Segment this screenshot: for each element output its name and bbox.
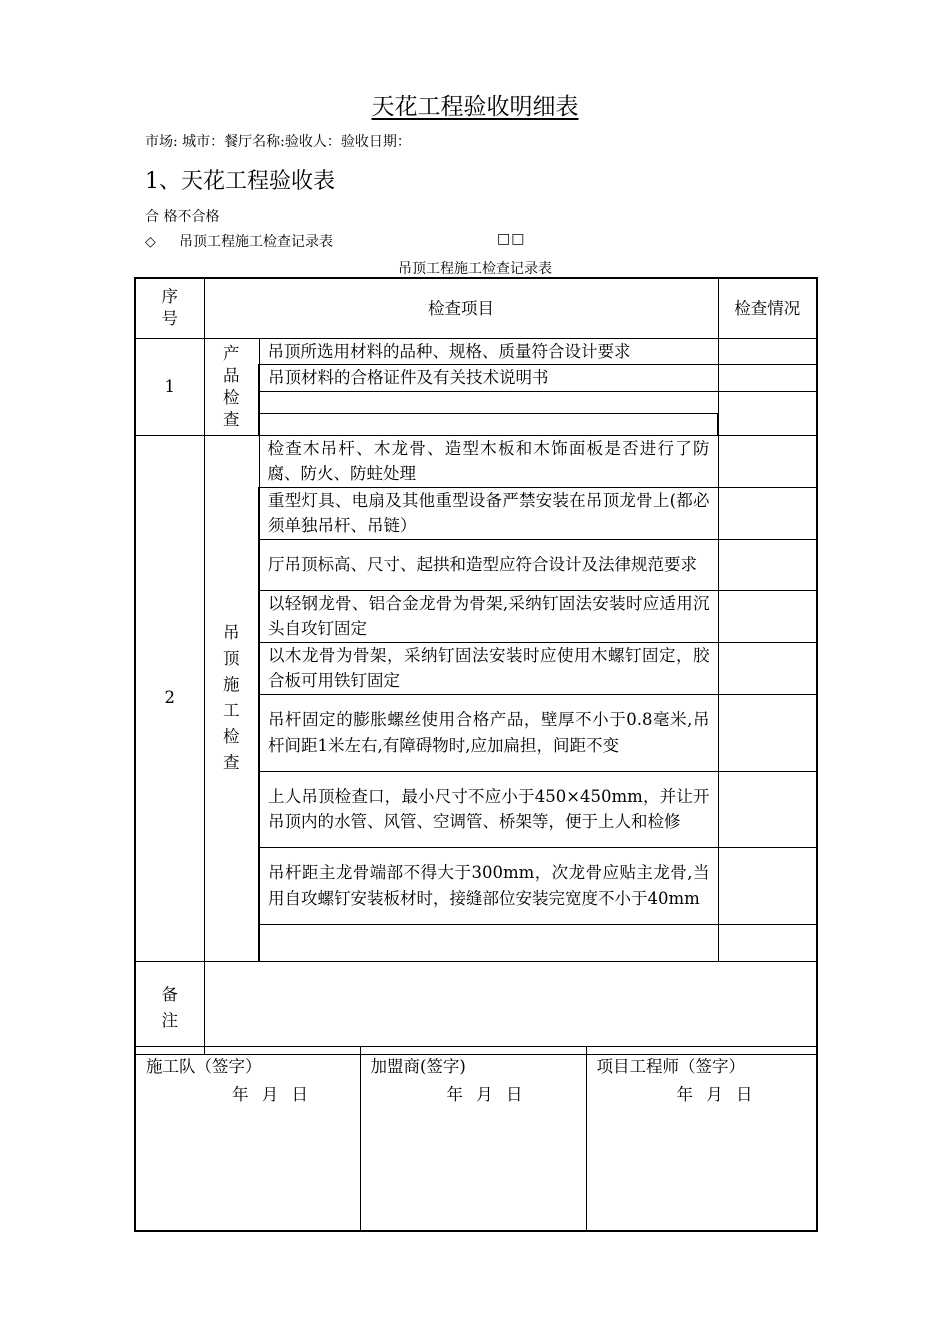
- status-cell[interactable]: [718, 487, 817, 539]
- group2-item: 吊杆距主龙骨端部不得大于300mm，次龙骨应贴主龙骨,当用自攻螺钉安装板材时，接缝部位安装完宽度不小于40mm: [259, 847, 718, 924]
- table-caption: 吊顶工程施工检查记录表: [398, 261, 552, 277]
- signature-cell-franchisee[interactable]: [360, 1047, 586, 1231]
- status-cell[interactable]: [718, 642, 817, 694]
- group1-item: 吊顶材料的合格证件及有关技术说明书: [259, 365, 718, 392]
- group1-item: [259, 413, 718, 435]
- status-cell[interactable]: [718, 365, 817, 392]
- status-cell[interactable]: [718, 694, 817, 771]
- legend-text: 合 格不合格: [145, 209, 220, 225]
- status-cell[interactable]: [718, 391, 817, 435]
- table-row: [135, 338, 817, 365]
- inspection-table: [134, 277, 818, 1055]
- signature-cell-construction[interactable]: [135, 1047, 360, 1231]
- remarks-label: 备 注: [135, 961, 204, 1054]
- status-cell[interactable]: [718, 847, 817, 924]
- group2-category: 吊 顶 施 工 检 查: [204, 435, 259, 961]
- signature-date: 年 月 日: [232, 1085, 312, 1104]
- status-cell[interactable]: [718, 539, 817, 590]
- group2-item: 以木龙骨为骨架，采纳钉固法安装时应使用木螺钉固定，胶合板可用铁钉固定: [259, 642, 718, 694]
- checkbox-pair[interactable]: □□: [497, 231, 526, 247]
- remarks-field[interactable]: [204, 961, 817, 1054]
- status-cell[interactable]: [718, 924, 817, 961]
- page-title: 天花工程验收明细表: [371, 94, 579, 120]
- group2-item: 以轻钢龙骨、铝合金龙骨为骨架,采纳钉固法安装时应适用沉头自攻钉固定: [259, 590, 718, 642]
- signature-table: [134, 1046, 818, 1232]
- signature-cell-engineer[interactable]: [586, 1047, 817, 1231]
- section-heading: 1、天花工程验收表: [145, 169, 335, 194]
- signature-label: 施工队（签字）: [146, 1057, 262, 1076]
- meta-line: 市场: 城市：餐厅名称:验收人：验收日期：: [145, 134, 411, 150]
- header-seq: 序 号: [135, 278, 204, 338]
- header-item: 检查项目: [204, 278, 718, 338]
- group2-item: 吊杆固定的膨胀螺丝使用合格产品，壁厚不小于0.8毫米,吊杆间距1米左右,有障碍物时,应加扁担，间距不变: [259, 694, 718, 771]
- group1-item: [259, 391, 718, 413]
- group1-item: 吊顶所选用材料的品种、规格、质量符合设计要求: [259, 338, 718, 365]
- group1-category: 产 品 检 查: [204, 338, 259, 435]
- signature-label: 项目工程师（签字）: [596, 1057, 745, 1076]
- group2-seq: 2: [135, 435, 204, 961]
- signature-date: 年 月 日: [676, 1085, 757, 1104]
- header-status: 检查情况: [718, 278, 817, 338]
- table-header-row: [135, 278, 817, 338]
- group2-item: 厅吊顶标高、尺寸、起拱和造型应符合设计及法律规范要求: [259, 539, 718, 590]
- status-cell[interactable]: [718, 338, 817, 365]
- group1-seq: 1: [135, 338, 204, 435]
- signature-label: 加盟商(签字): [370, 1057, 466, 1076]
- record-line: [145, 231, 545, 251]
- status-cell[interactable]: [718, 590, 817, 642]
- remarks-row: [135, 961, 817, 1054]
- table-row: [135, 435, 817, 487]
- group2-item: [259, 924, 718, 961]
- record-line-text: 吊顶工程施工检查记录表: [179, 234, 333, 250]
- group2-item: 上人吊顶检查口，最小尺寸不应小于450×450mm，并让开吊顶内的水管、风管、空调管、桥架等，便于上人和检修: [259, 771, 718, 847]
- group2-item: 重型灯具、电扇及其他重型设备严禁安装在吊顶龙骨上(都必须单独吊杆、吊链）: [259, 487, 718, 539]
- status-cell[interactable]: [718, 435, 817, 487]
- diamond-bullet-icon: ◇: [145, 234, 156, 250]
- signature-date: 年 月 日: [446, 1085, 527, 1104]
- group2-item: 检查木吊杆、木龙骨、造型木板和木饰面板是否进行了防腐、防火、防蛀处理: [259, 435, 718, 487]
- status-cell[interactable]: [718, 771, 817, 847]
